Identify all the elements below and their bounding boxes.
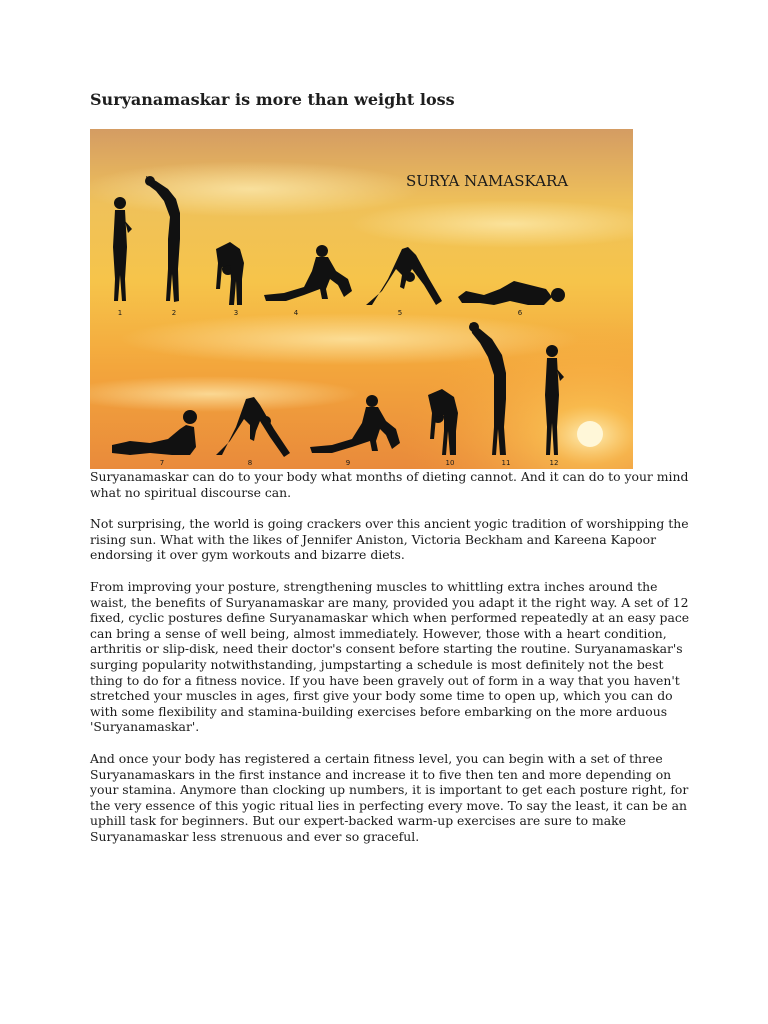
pose-number-9: 9: [345, 459, 351, 467]
pose-number-1: 1: [117, 309, 123, 317]
figure-caption-title: SURYA NAMASKARA: [406, 172, 569, 190]
pose-number-11: 11: [501, 459, 511, 467]
paragraph-popularity: Not surprising, the world is going crackers over this ancient yogic tradition of worshipping the rising sun. What with the likes of Jennifer Aniston, Victoria Beckham and Kareena Kapoor endorsing it over gym workouts and bizarre diets.: [90, 516, 689, 563]
pose-number-4: 4: [293, 309, 299, 317]
pose-number-2: 2: [171, 309, 177, 317]
pose-number-10: 10: [445, 459, 455, 467]
page-title: Suryanamaskar is more than weight loss: [90, 90, 455, 109]
pose-number-5: 5: [397, 309, 403, 317]
surya-namaskara-image: [90, 129, 633, 469]
pose-number-3: 3: [233, 309, 239, 317]
paragraph-progression: And once your body has registered a certain fitness level, you can begin with a set of three Suryanamaskars in the first instance and increase it to five then ten and more depending on your stamina. Anymore than clocking up numbers, it is important to get each posture right, for the very essence of this yogic ritual lies in perfecting every move. To say the least, it can be an uphill task for beginners. But our expert-backed warm-up exercises are sure to make Suryanamaskar less strenuous and ever so graceful.: [90, 750, 689, 844]
article-body: [90, 469, 690, 860]
surya-namaskara-illustration: [90, 129, 633, 469]
pose-number-12: 12: [549, 459, 559, 467]
pose-number-6: 6: [517, 309, 523, 317]
pose-number-7: 7: [159, 459, 165, 467]
paragraph-benefits: From improving your posture, strengthening muscles to whittling extra inches around the waist, the benefits of Suryanamaskar are many, provided you adapt it the right way. A set of 12 fixed, cyclic postures define Suryanamaskar which when performed repeatedly at an easy pace can bring a sense of well being, almost immediately. However, those with a heart condition, arthritis or slip-disk, need their doctor's consent before starting the routine. Suryanamaskar's surging popularity notwithstanding, jumpstarting a schedule is most definitely not the best thing to do for a fitness novice. If you have been gravely out of form in a way that you haven't stretched your muscles in ages, first give your body some time to open up, which you can do with some flexibility and stamina-building exercises before embarking on the more arduous 'Suryanamaskar'.: [90, 578, 690, 735]
pose-number-8: 8: [247, 459, 253, 467]
sun-icon: [577, 421, 603, 447]
paragraph-intro: Suryanamaskar can do to your body what months of dieting cannot. And it can do to your mind what no spiritual discourse can.: [90, 469, 689, 500]
